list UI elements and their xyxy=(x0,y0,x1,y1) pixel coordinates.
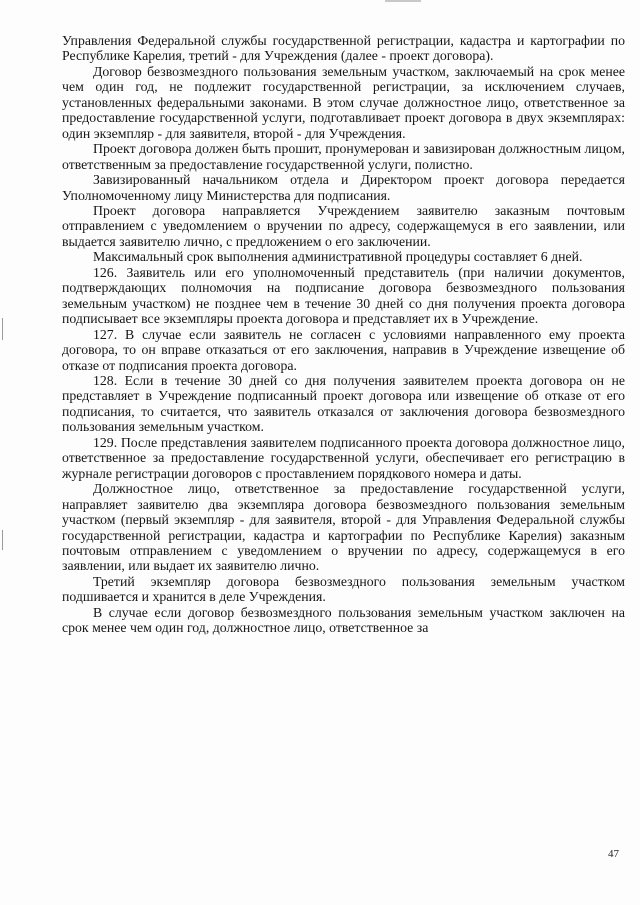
paragraph: Максимальный срок выполнения административной процедуры составляет 6 дней. xyxy=(93,249,583,265)
document-body xyxy=(62,33,625,636)
scan-top-mark xyxy=(385,0,421,2)
paragraph: Третий экземпляр договора безвозмездного пользования земельным участком подшивается и хранится в деле Учреждения. xyxy=(62,573,625,605)
paragraph: 127. В случае если заявитель не согласен с условиями направленного ему проекта договора, то он вправе отказаться от его заключения, направив в Учреждение извещение об отказе от подписания проекта договора. xyxy=(62,326,625,373)
paragraph: 129. После представления заявителем подписанного проекта договора должностное лицо, ответственное за предоставление государственной услуги, обеспечивает его регистрацию в журнале регистрации договоров с проставлением порядкового номера и даты. xyxy=(62,434,625,481)
scan-edge-mark xyxy=(2,318,3,340)
paragraph: Управления Федеральной службы государственной регистрации, кадастра и картографии по Республике Карелия, третий - для Учреждения (далее - проект договора). xyxy=(62,33,625,64)
paragraph: Договор безвозмездного пользования земельным участком, заключаемый на срок менее чем один год, не подлежит государственной регистрации, за исключением случаев, установленных федеральными законами. В этом случае должностное лицо, ответственное за предоставление государственной услуги, подготавливает проект договора в двух экземплярах: один экземпляр - для заявителя, второй - для Учреждения. xyxy=(62,63,625,141)
paragraph: Проект договора должен быть прошит, пронумерован и завизирован должностным лицом, ответственным за предоставление государственной услуги, полистно. xyxy=(62,141,625,172)
page-number: 47 xyxy=(608,848,619,860)
paragraph: В случае если договор безвозмездного пользования земельным участком заключен на срок менее чем один год, должностное лицо, ответственное за xyxy=(62,604,625,636)
paragraph: Должностное лицо, ответственное за предоставление государственной услуги, направляет заявителю два экземпляра договора безвозмездного пользования земельным участком (первый экземпляр - для заявителя, второй - для Управления Федеральной службы государственной регистрации, кадастра и картографии по Республике Карелия) заказным почтовым отправлением с уведомлением о вручении по адресу, содержащемуся в его заявлении, или выдает их заявителю лично. xyxy=(62,481,625,574)
paragraph: 128. Если в течение 30 дней со дня получения заявителем проекта договора он не представляет в Учреждение подписанный проект договора или извещение об отказе от его подписания, то считается, что заявитель отказался от заключения договора безвозмездного пользования земельным участком. xyxy=(62,372,625,435)
scan-edge-mark xyxy=(2,530,3,550)
paragraph: Завизированный начальником отдела и Директором проект договора передается Уполномоченному лицу Министерства для подписания. xyxy=(62,172,625,203)
paragraph: Проект договора направляется Учреждением заявителю заказным почтовым отправлением с уведомлением о вручении по адресу, содержащемуся в его заявлении, или выдается заявителю лично, с предложением о его заключении. xyxy=(62,202,625,249)
paragraph: 126. Заявитель или его уполномоченный представитель (при наличии документов, подтверждающих полномочия на подписание договора безвозмездного пользования земельным участком) не позднее чем в течение 30 дней со дня получения проекта договора подписывает все экземпляры проекта договора и представляет их в Учреждение. xyxy=(62,264,625,327)
